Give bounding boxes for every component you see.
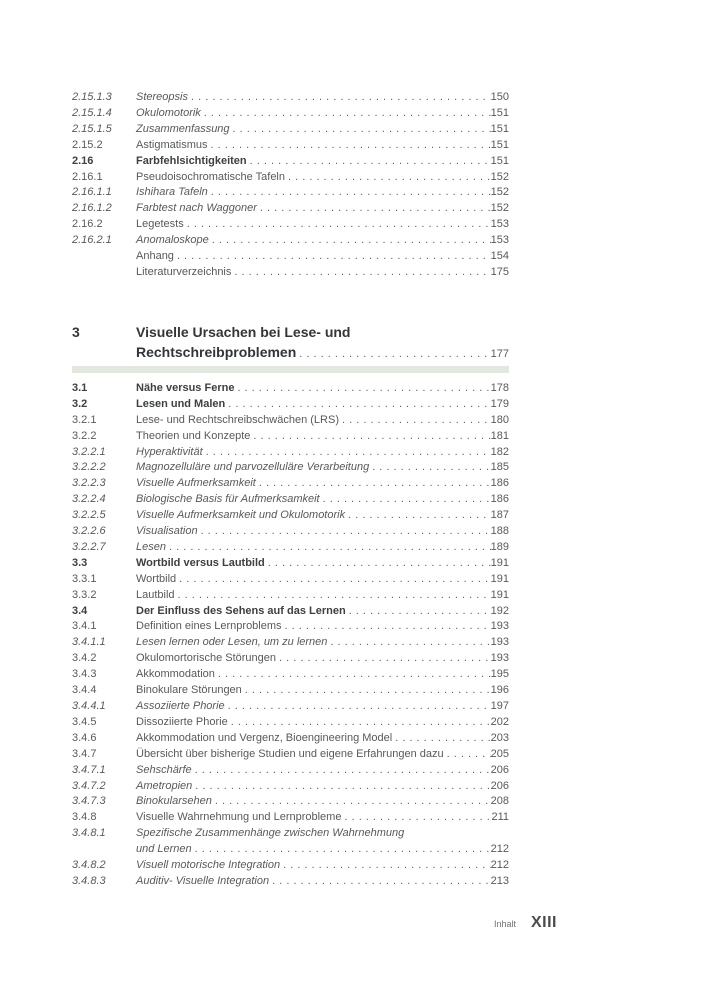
entry-number: 2.16.2: [72, 218, 103, 231]
entry-page-number: 150: [490, 91, 509, 103]
entry-page-number: 191: [490, 572, 509, 585]
toc-entry: [72, 826, 509, 858]
entry-title: Legetests: [136, 218, 184, 231]
entry-title: Visuelle Aufmerksamkeit und Okulomotorik: [136, 509, 346, 522]
chapter-title-block: [136, 322, 509, 364]
entry-number: 3.2.2.4: [72, 493, 106, 506]
dot-leader: [208, 138, 491, 154]
entry-title: Anomaloskope: [136, 234, 209, 247]
entry-number: 2.16: [72, 154, 94, 167]
footer-page-number: XIII: [530, 914, 557, 931]
entry-number: 3.1: [72, 381, 88, 394]
toc-entry: [72, 476, 509, 492]
entry-page-number: 212: [490, 843, 509, 856]
toc-entry: [72, 106, 509, 122]
chapter-3-heading: [72, 322, 509, 364]
table-of-contents: [72, 90, 509, 890]
entry-number: 2.16.2.1: [72, 234, 112, 247]
toc-entry: [72, 185, 509, 201]
entry-number: 3.4.1: [72, 620, 97, 633]
dot-leader: [339, 413, 491, 429]
footer-label: Inhalt: [493, 919, 516, 929]
dot-leader: [282, 619, 491, 635]
dot-leader: [208, 185, 491, 201]
entry-title: Wortbild: [136, 572, 177, 585]
entry-page-number: 152: [490, 186, 509, 199]
entry-number: 2.15.1.3: [72, 91, 112, 103]
entry-number: 2.15.1.4: [72, 106, 112, 119]
chapter-title-line2: Rechtschreibproblemen: [136, 343, 297, 360]
entry-title: Hyperaktivität: [136, 445, 203, 458]
entry-page-number: 206: [490, 779, 509, 792]
toc-entry: [72, 556, 509, 572]
entry-title: Lesen lernen oder Lesen, um zu lernen: [136, 636, 328, 649]
dot-leader: [192, 842, 491, 858]
dot-leader: [276, 651, 491, 667]
entry-page-number: 153: [490, 218, 509, 231]
entry-number: 3.2.2: [72, 429, 97, 442]
dot-leader: [444, 747, 491, 763]
entry-number: 3.2.2.1: [72, 445, 106, 458]
entry-number: 3.4.7.1: [72, 763, 106, 776]
entry-number: 2.16.1: [72, 170, 103, 183]
toc-entry: [72, 810, 509, 826]
entry-page-number: 206: [490, 763, 509, 776]
entry-page-number: 202: [490, 715, 509, 728]
entry-page-number: 208: [490, 795, 509, 808]
entry-number: 3.2.2.3: [72, 477, 106, 490]
entry-page-number: 151: [490, 138, 509, 151]
entry-page-number: 185: [490, 461, 509, 474]
entry-page-number: 197: [490, 700, 509, 712]
entry-title: Literaturverzeichnis: [136, 265, 232, 278]
dot-leader: [184, 217, 491, 233]
toc-entry: [72, 265, 509, 281]
toc-entry: [72, 763, 509, 779]
entry-number: 3.2: [72, 397, 88, 410]
entry-title: Akkommodation und Vergenz, Bioengineering Model: [136, 731, 393, 744]
entry-title: Visuelle Aufmerksamkeit: [136, 477, 256, 490]
entry-page-number: 213: [490, 874, 509, 887]
dot-leader: [369, 460, 490, 476]
entry-page-number: 189: [490, 540, 509, 553]
dot-leader: [250, 429, 490, 445]
dot-leader: [225, 397, 490, 413]
dot-leader: [234, 381, 490, 397]
toc-entry: [72, 381, 509, 397]
toc-entry: [72, 524, 509, 540]
dot-leader: [285, 170, 491, 186]
entry-number: 2.16.1.2: [72, 202, 112, 215]
dot-leader: [198, 524, 491, 540]
entry-title: Pseudoisochromatische Tafeln: [136, 170, 285, 183]
entry-title-block: [136, 826, 509, 858]
entry-title: Magnozelluläre und parvozelluläre Verarbeitung: [136, 461, 370, 474]
entry-page-number: 193: [490, 652, 509, 665]
entry-page-number: 151: [490, 122, 509, 135]
dot-leader: [280, 858, 491, 874]
entry-page-number: 153: [490, 234, 509, 247]
entry-page-number: 152: [490, 202, 509, 215]
chapter-number: 3: [72, 323, 80, 340]
toc-entry: [72, 445, 509, 461]
entry-title: Lesen: [136, 540, 166, 553]
entry-title-line2-row: [136, 842, 509, 858]
entry-number: 2.15.2: [72, 138, 103, 151]
entry-number: 3.4.8.1: [72, 827, 106, 840]
toc-entry: [72, 794, 509, 810]
entry-title: Sehschärfe: [136, 763, 192, 776]
toc-entry: [72, 588, 509, 604]
entry-page-number: 203: [490, 731, 509, 744]
entry-page-number: 205: [490, 747, 509, 760]
dot-leader: [265, 556, 491, 572]
entry-title: Theorien und Konzepte: [136, 429, 251, 442]
entry-title: Okulomotorik: [136, 106, 201, 119]
entry-title: Visuell motorische Integration: [136, 859, 281, 872]
dot-leader: [166, 540, 491, 556]
dot-leader: [225, 699, 491, 715]
entry-number: 3.3.2: [72, 588, 97, 601]
entry-number: 3.4.1.1: [72, 636, 106, 649]
toc-entry: [72, 715, 509, 731]
entry-number: 3.4.8.2: [72, 859, 106, 872]
toc-entry: [72, 731, 509, 747]
entry-title: Ametropien: [136, 779, 193, 792]
entry-number: 3.3: [72, 556, 88, 569]
toc-entry: [72, 635, 509, 651]
entry-title: Visuelle Wahrnehmung und Lernprobleme: [136, 811, 342, 824]
toc-entry: [72, 249, 509, 265]
dot-leader: [256, 476, 491, 492]
entry-page-number: 188: [490, 525, 509, 538]
entry-title: Visualisation: [136, 525, 198, 538]
dot-leader: [392, 731, 490, 747]
entry-title: Lesen und Malen: [136, 397, 226, 410]
entry-number: 3.2.1: [72, 413, 97, 426]
toc-entry: [72, 217, 509, 233]
entry-page-number: 193: [490, 636, 509, 649]
entry-page-number: 191: [490, 556, 509, 569]
toc-entry: [72, 138, 509, 154]
entry-page-number: 211: [491, 811, 509, 824]
toc-entry: [72, 699, 509, 715]
dot-leader: [176, 572, 490, 588]
entry-title: Biologische Basis für Aufmerksamkeit: [136, 493, 320, 506]
entry-title: Übersicht über bisherige Studien und eigene Erfahrungen dazu: [136, 747, 444, 760]
entry-page-number: 196: [490, 684, 509, 697]
dot-leader: [175, 588, 491, 604]
toc-entry: [72, 604, 509, 620]
entry-title: Farbfehlsichtigkeiten: [136, 154, 247, 167]
dot-leader: [231, 265, 490, 281]
entry-title: Binokulare Störungen: [136, 684, 242, 697]
entry-page-number: 152: [490, 170, 509, 183]
entry-title: Assoziierte Phorie: [136, 700, 225, 712]
dot-leader: [257, 201, 491, 217]
entry-title: Auditiv- Visuelle Integration: [136, 874, 270, 887]
entry-number: 3.4.7.2: [72, 779, 106, 792]
dot-leader: [242, 683, 491, 699]
entry-title: Astigmatismus: [136, 138, 208, 151]
entry-page-number: 186: [490, 493, 509, 506]
toc-entry: [72, 874, 509, 890]
toc-entry: [72, 572, 509, 588]
entry-page-number: 178: [490, 381, 509, 394]
dot-leader: [188, 90, 491, 106]
dot-leader: [327, 635, 490, 651]
entry-number: 3.2.2.2: [72, 461, 106, 474]
dot-leader: [228, 715, 491, 731]
toc-entry: [72, 508, 509, 524]
toc-section-chapter2: [72, 90, 509, 281]
entry-number: 3.4.8: [72, 811, 97, 824]
dot-leader: [296, 344, 490, 364]
entry-number: 3.4.8.3: [72, 874, 106, 887]
entry-page-number: 191: [490, 588, 509, 601]
dot-leader: [212, 794, 491, 810]
entry-title-line2: und Lernen: [136, 843, 192, 856]
entry-number: 3.4.4: [72, 684, 97, 697]
dot-leader: [192, 779, 490, 795]
entry-title: Anhang: [136, 250, 174, 263]
toc-entry: [72, 683, 509, 699]
toc-entry: [72, 233, 509, 249]
toc-entry: [72, 779, 509, 795]
dot-leader: [192, 763, 491, 779]
toc-entry: [72, 397, 509, 413]
toc-entry: [72, 858, 509, 874]
toc-entry: [72, 667, 509, 683]
entry-title: Definition eines Lernproblems: [136, 620, 282, 633]
toc-entry: [72, 747, 509, 763]
toc-entry: [72, 492, 509, 508]
entry-title: Farbtest nach Waggoner: [136, 202, 257, 215]
entry-page-number: 192: [490, 604, 509, 617]
dot-leader: [209, 233, 491, 249]
entry-number: 2.15.1.5: [72, 122, 112, 135]
entry-number: 2.16.1.1: [72, 186, 112, 199]
entry-page-number: 193: [490, 620, 509, 633]
entry-title: Okulomortorische Störungen: [136, 652, 277, 665]
entry-title: Lese- und Rechtschreibschwächen (LRS): [136, 413, 339, 426]
entry-title: Stereopsis: [136, 91, 188, 103]
dot-leader: [320, 492, 491, 508]
entry-page-number: 151: [490, 106, 509, 119]
entry-page-number: 151: [490, 154, 509, 167]
entry-title: Der Einfluss des Sehens auf das Lernen: [136, 604, 346, 617]
entry-number: 3.2.2.7: [72, 540, 106, 553]
toc-entry: [72, 651, 509, 667]
entry-page-number: 180: [490, 413, 509, 426]
dot-leader: [215, 667, 491, 683]
entry-title: Akkommodation: [136, 668, 215, 681]
dot-leader: [341, 810, 491, 826]
dot-leader: [345, 508, 491, 524]
entry-page-number: 182: [490, 445, 509, 458]
entry-number: 3.4.7: [72, 747, 97, 760]
toc-entry: [72, 170, 509, 186]
entry-page-number: 195: [490, 668, 509, 681]
dot-leader: [346, 604, 491, 620]
entry-number: 3.2.2.6: [72, 525, 106, 538]
toc-entry: [72, 460, 509, 476]
entry-number: 3.3.1: [72, 572, 97, 585]
toc-entry: [72, 90, 509, 106]
chapter-page-number: 177: [490, 347, 509, 360]
toc-section-chapter3: [72, 381, 509, 890]
toc-entry: [72, 154, 509, 170]
chapter-divider-bar: [72, 366, 509, 373]
entry-number: 3.4.7.3: [72, 795, 106, 808]
dot-leader: [174, 249, 491, 265]
entry-title: Ishihara Tafeln: [136, 186, 208, 199]
entry-page-number: 181: [490, 429, 509, 442]
entry-number: 3.2.2.5: [72, 509, 106, 522]
dot-leader: [247, 154, 491, 170]
entry-number: 3.4.3: [72, 668, 97, 681]
page-footer: [0, 914, 557, 932]
toc-entry: [72, 201, 509, 217]
dot-leader: [269, 874, 491, 890]
toc-entry: [72, 122, 509, 138]
entry-title-line1: Spezifische Zusammenhänge zwischen Wahrnehmung: [136, 827, 405, 840]
entry-title: Dissoziierte Phorie: [136, 715, 228, 728]
entry-page-number: 187: [490, 509, 509, 522]
dot-leader: [203, 445, 491, 461]
entry-number: 3.4.4.1: [72, 700, 106, 712]
dot-leader: [201, 106, 491, 122]
entry-title: Wortbild versus Lautbild: [136, 556, 265, 569]
dot-leader: [230, 122, 491, 138]
toc-entry: [72, 413, 509, 429]
entry-title: Binokularsehen: [136, 795, 212, 808]
chapter-title-line2-row: [136, 342, 509, 364]
chapter-title-line1: Visuelle Ursachen bei Lese- und: [136, 323, 351, 340]
entry-number: 3.4.2: [72, 652, 97, 665]
entry-number: 3.4.6: [72, 731, 97, 744]
entry-page-number: 154: [490, 250, 509, 263]
entry-title: Lautbild: [136, 588, 175, 601]
entry-page-number: 212: [490, 859, 509, 872]
entry-page-number: 186: [490, 477, 509, 490]
entry-number: 3.4.5: [72, 715, 97, 728]
toc-entry: [72, 619, 509, 635]
entry-title: Zusammenfassung: [136, 122, 230, 135]
entry-title: Nähe versus Ferne: [136, 381, 235, 394]
entry-number: 3.4: [72, 604, 88, 617]
entry-page-number: 175: [490, 265, 509, 278]
toc-entry: [72, 429, 509, 445]
entry-page-number: 179: [490, 397, 509, 410]
toc-entry: [72, 540, 509, 556]
